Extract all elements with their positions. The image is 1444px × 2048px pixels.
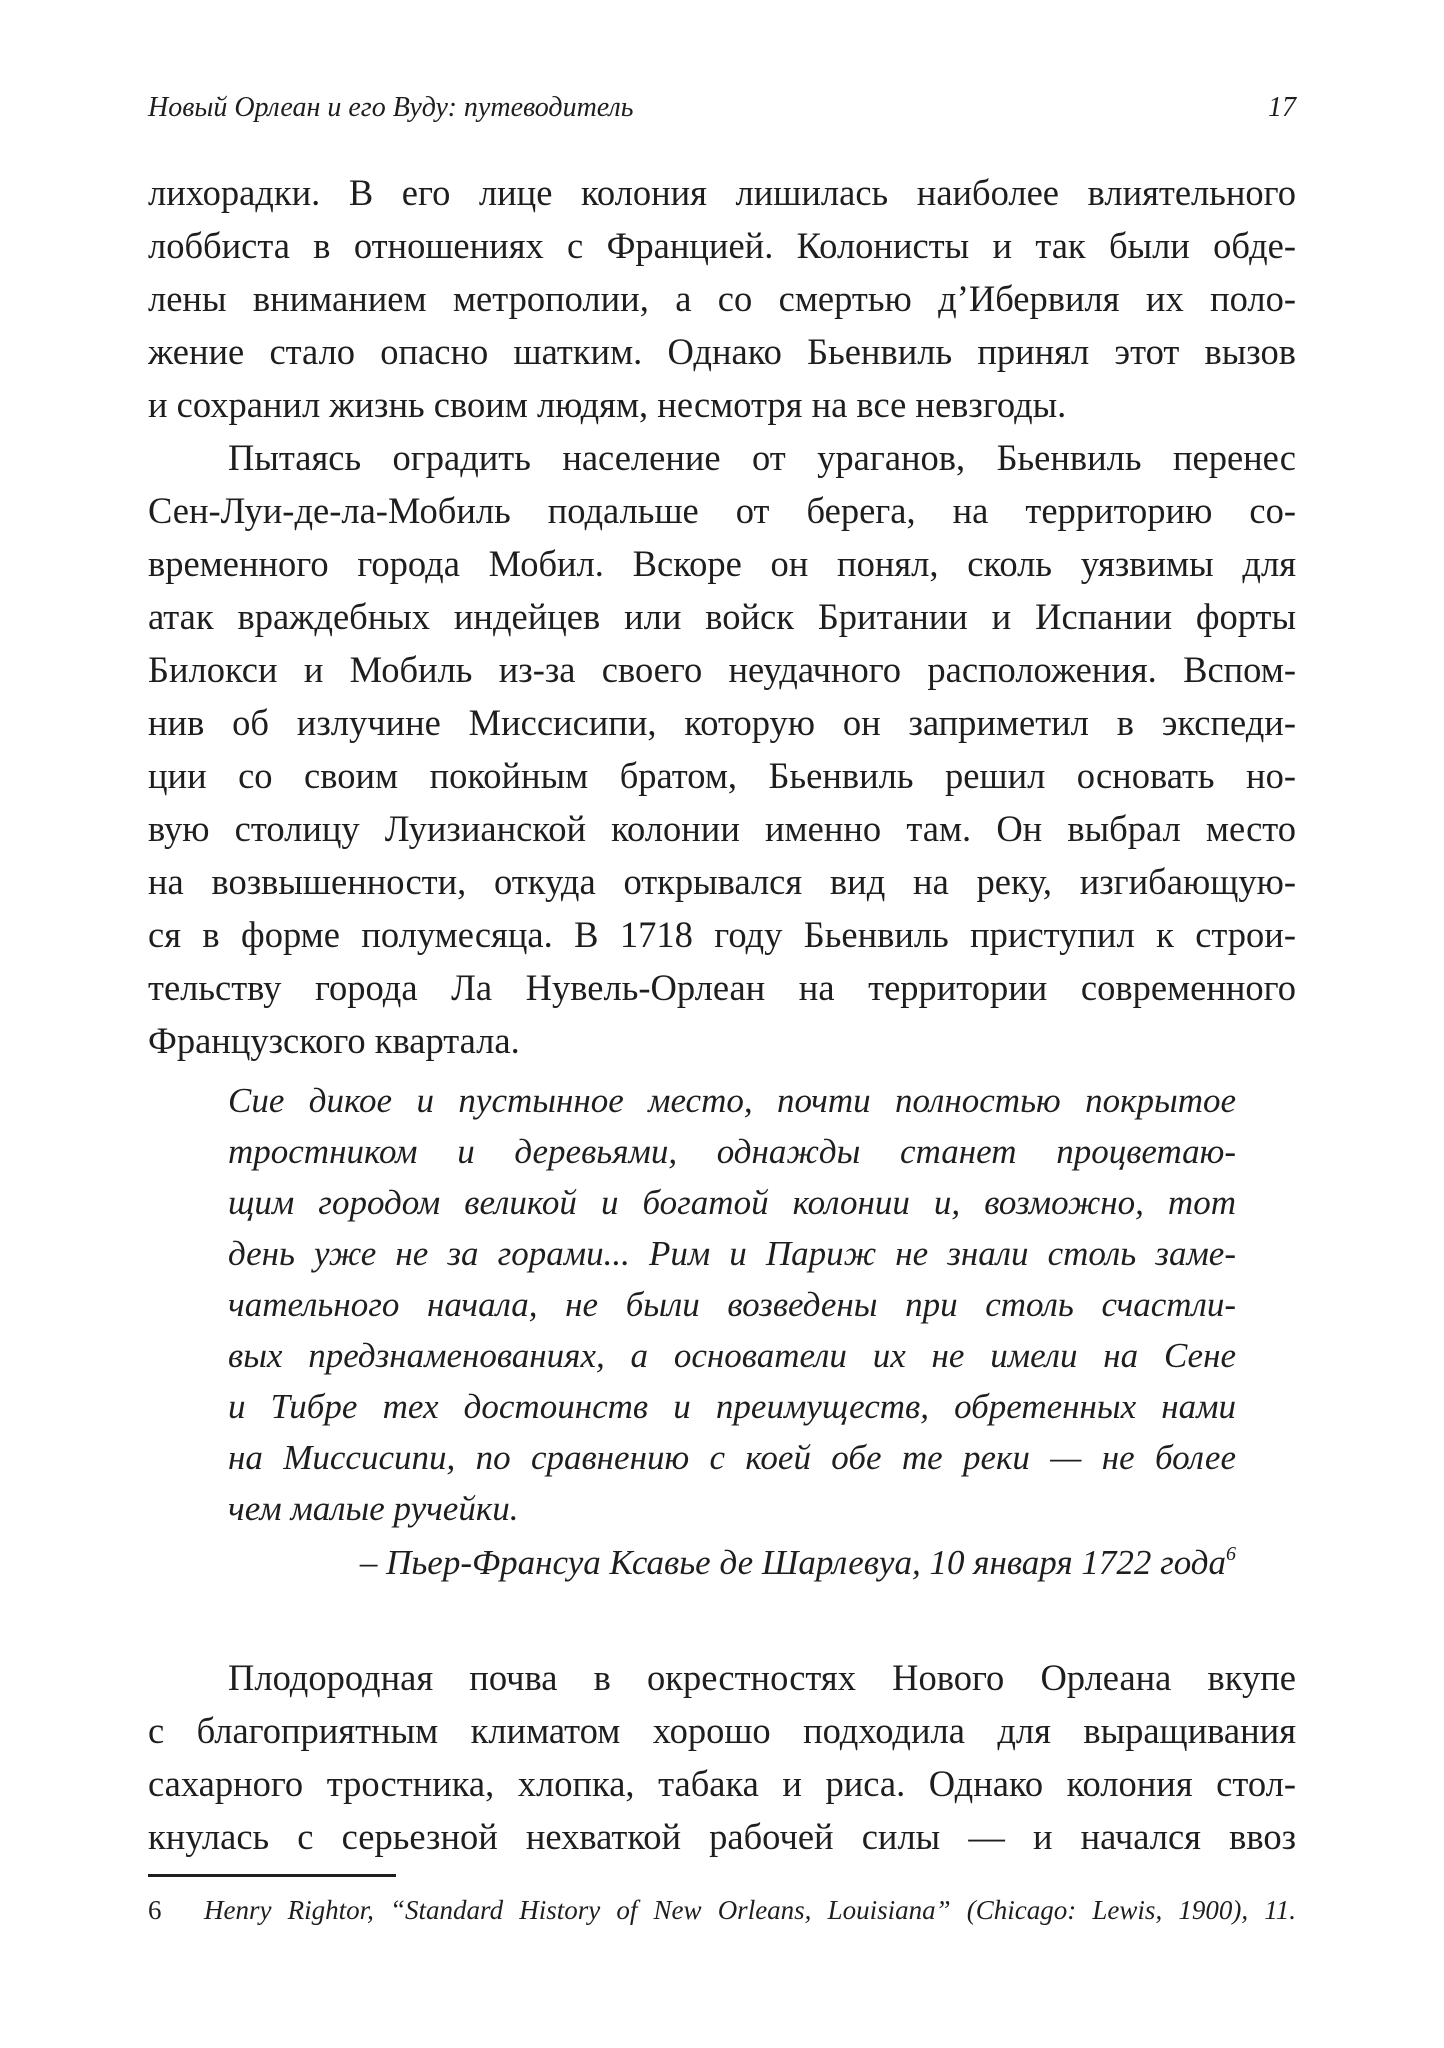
quote-line: чем малые ручейки. [228, 1489, 519, 1528]
text-line: кнулась с серьезной нехваткой рабочей силы — и начался ввоз [148, 1816, 1296, 1857]
text-line: Пытаясь оградить население от ураганов, Бьенвиль перенес [228, 437, 1296, 478]
text-line: ся в форме полумесяца. В 1718 году Бьенвиль приступил к строи- [148, 914, 1296, 955]
quote-line: Сие дикое и пустынное место, почти полностью покрытое [228, 1081, 1236, 1120]
text-line: нив об излучине Миссисипи, которую он заприметил в экспеди- [148, 702, 1296, 743]
footnote-number: 6 [148, 1895, 162, 1925]
text-line: временного города Мобил. Вскоре он понял, сколь уязвимы для [148, 543, 1296, 584]
quote-line: и Тибре тех достоинств и преимуществ, обретенных нами [228, 1387, 1236, 1426]
text-line: сахарного тростника, хлопка, табака и риса. Однако колония стол- [148, 1763, 1296, 1804]
quote-line: тростником и деревьями, однажды станет процветаю- [228, 1132, 1236, 1171]
quote-attribution [228, 1537, 1236, 1588]
text-line: Сен-Луи-де-ла-Мобиль подальше от берега, на территорию со- [148, 490, 1296, 531]
text-line: на возвышенности, откуда открывался вид на реку, изгибающую- [148, 861, 1296, 902]
paragraph-continued [148, 166, 1296, 431]
running-head [148, 88, 1296, 128]
footnote [148, 1888, 1296, 1932]
text-line: ции со своим покойным братом, Бьенвиль решил основать но- [148, 755, 1296, 796]
quote-line: вых предзнаменованиях, а основатели их не имели на Сене [228, 1336, 1236, 1375]
text-line: атак враждебных индейцев или войск Британии и Испании форты [148, 596, 1296, 637]
block-quote [228, 1075, 1236, 1534]
text-line: и сохранил жизнь своим людям, несмотря на все невзгоды. [148, 384, 1067, 425]
footnote-divider [148, 1874, 396, 1877]
paragraph-bienville [148, 431, 1296, 1067]
running-title: Новый Орлеан и его Вуду: путеводитель [148, 92, 634, 123]
quote-line: день уже не за горами... Рим и Париж не знали столь заме- [228, 1234, 1236, 1273]
text-line: жение стало опасно шатким. Однако Бьенвиль принял этот вызов [148, 331, 1296, 372]
text-line: Французского квартала. [148, 1020, 520, 1061]
text-line: лены вниманием метрополии, а со смертью д’Ибервиля их поло- [148, 278, 1296, 319]
quote-line: на Миссисипи, по сравнению с коей обе те реки — не более [228, 1438, 1236, 1477]
quote-line: щим городом великой и богатой колонии и, возможно, тот [228, 1183, 1236, 1222]
text-line: вую столицу Луизианской колонии именно там. Он выбрал место [148, 808, 1296, 849]
text-line: лоббиста в отношениях с Францией. Колонисты и так были обде- [148, 225, 1296, 266]
text-line: тельству города Ла Нувель-Орлеан на территории современного [148, 967, 1296, 1008]
page-number: 17 [1268, 92, 1296, 123]
text-line: лихорадки. В его лице колония лишилась наиболее влиятельного [148, 172, 1296, 213]
quote-line: чательного начала, не были возведены при столь счастли- [228, 1285, 1236, 1324]
text-line: Билокси и Мобиль из-за своего неудачного расположения. Вспом- [148, 649, 1296, 690]
footnote-text: Henry Rightor, “Standard History of New Orleans, Louisiana” (Chicago: Lewis, 1900), 11. [204, 1895, 1296, 1925]
paragraph-soil [148, 1651, 1296, 1863]
attribution-text: – Пьер-Франсуа Ксавье де Шарлевуа, 10 января 1722 года [359, 1543, 1226, 1582]
text-line: Плодородная почва в окрестностях Нового Орлеана вкупе [228, 1657, 1296, 1698]
footnote-reference[interactable]: 6 [1226, 1543, 1236, 1565]
text-line: с благоприятным климатом хорошо подходила для выращивания [148, 1710, 1296, 1751]
